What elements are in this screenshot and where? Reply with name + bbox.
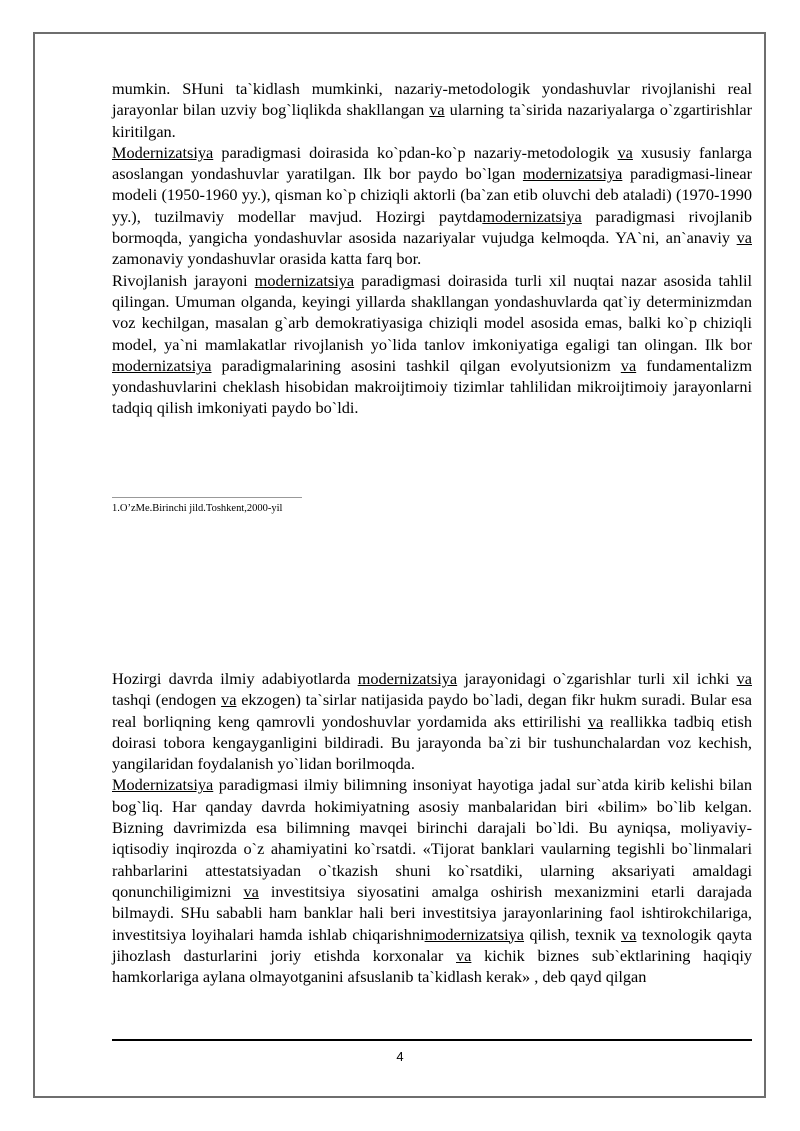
- lower-text-block: [112, 668, 752, 987]
- paragraph-3: Rivojlanish jarayoni modernizatsiya paradigmasi doirasida turli xil nuqtai nazar asosida tahlil qilingan. Umuman olganda, keyingi yillarda shakllangan yondashuvlarda qat`iy determinizmdan voz kechilgan, masalan g`arb demokratiyasiga chiziqli model asosida emas, balki ko`p chiziqli model, ya`ni mamlakatlar rivojlanish yo`lida tanlov imkoniyatiga egaligi tan olingan. Ilk bor modernizatsiya paradigmalarining asosini tashkil qilgan evolyutsionizm va fundamentalizm yondashuvlarini cheklash hisobidan makroijtimoiy tizimlar tahlilidan mikroijtimoiy jarayonlarni tadqiq qilish imkoniyati paydo bo`ldi.: [112, 270, 753, 418]
- bottom-rule: [112, 1039, 752, 1041]
- page-number: 4: [396, 1049, 404, 1064]
- footnote-separator: [112, 497, 302, 498]
- upper-text-block: [112, 78, 752, 419]
- paragraph-1: mumkin. SHuni ta`kidlash mumkinki, nazariy-metodologik yondashuvlar rivojlanishi real jarayonlar bilan uzviy bog`liqlikda shakllangan va ularning ta`sirida nazariyalarga o`zgartirishlar kiritilgan.: [112, 79, 752, 141]
- paragraph-5: Modernizatsiya paradigmasi ilmiy bilimning insoniyat hayotiga jadal sur`atda kirib kelishi bilan bog`liq. Har qanday davrda hokimiyatning asosiy manbalaridan biri «bilim» bo`lib kelgan. Bizning davrimizda esa bilimning mavqei birinchi darajali bo`ldi. Bu ayniqsa, moliyaviy-iqtisodiy inqirozda o`z ahamiyatini ko`rsatdi. «Tijorat banklari vaularning tegishli bo`linmalari rahbarlarini attestatsiyadan o`tkazish shuni ko`rsatdiki, ularning aksariyati amaldagi qonunchiligimizni va investitsiya siyosatini amalga oshirish mexanizmini etarli darajada bilmaydi. SHu sababli ham banklar hali beri investitsiya jarayonlarining faol ishtirokchilariga, investitsiya loyihalari hamda ishlab chiqarishnimodernizatsiya qilish, texnik va texnologik qayta jihozlash dasturlarini joriy etishda korxonalar va kichik biznes sub`ektlarining haqiqiy hamkorlariga aylana olmayotganini afsuslanib ta`kidlash kerak» , deb qayd qilgan: [112, 775, 753, 987]
- footnote: 1.O’zMe.Birinchi jild.Toshkent,2000-yil: [112, 503, 283, 514]
- paragraph-4: Hozirgi davrda ilmiy adabiyotlarda modernizatsiya jarayonidagi o`zgarishlar turli xil ichki va tashqi (endogen va ekzogen) ta`sirlar natijasida paydo bo`ladi, degan fikr hukm suradi. Bular esa real borliqning keng qamrovli yondoshuvlar yordamida aks ettirilishi va reallikka tadbiq etish doirasi tobora kengayganligini bildiradi. Bu jarayonda ba`zi bir tushunchalardan voz kechish, yangilaridan foydalanish yo`lidan borilmoqda.: [112, 669, 753, 774]
- paragraph-2: Modernizatsiya paradigmasi doirasida ko`pdan-ko`p nazariy-metodologik va xususiy fanlarga asoslangan yondashuvlar yaratilgan. Ilk bor paydo bo`lgan modernizatsiya paradigmasi-linear modeli (1950-1960 yy.), qisman ko`p chiziqli aktorli (ba`zan etib oluvchi deb ataladi) (1970-1990 yy.), tuzilmaviy modellar mavjud. Hozirgi paytdamodernizatsiya paradigmasi rivojlanib bormoqda, yangicha yondashuvlar asosida nazariyalar vujudga kelmoqda. YA`ni, an`anaviy va zamonaviy yondashuvlar orasida katta farq bor.: [112, 142, 753, 269]
